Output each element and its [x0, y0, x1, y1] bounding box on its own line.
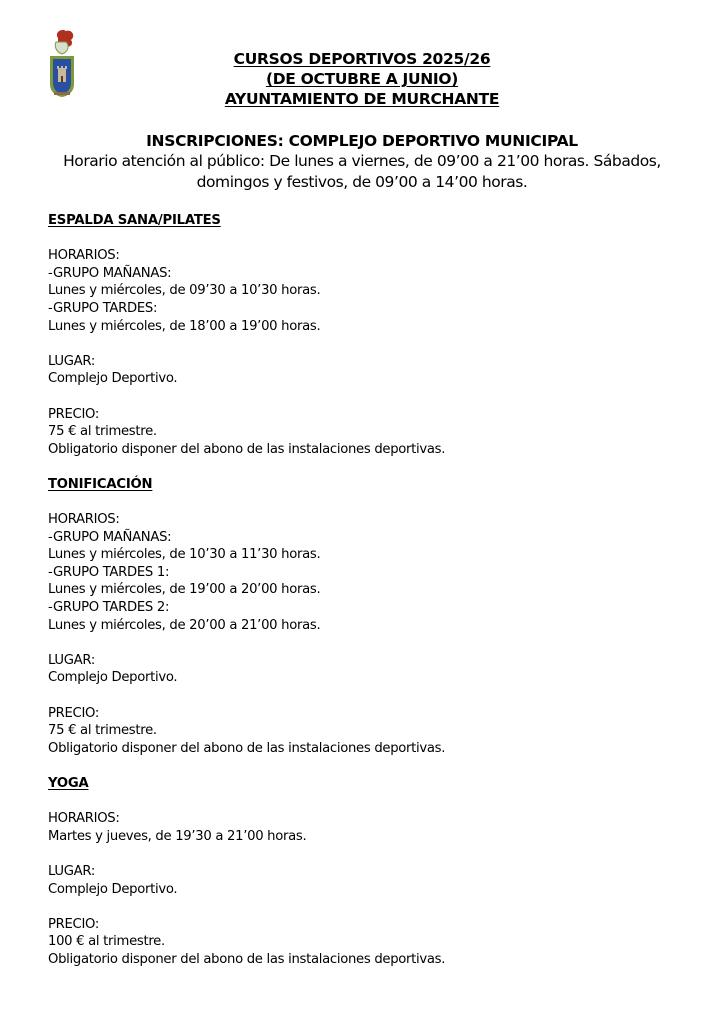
section-title: YOGA: [48, 776, 89, 791]
schedule-line: Martes y jueves, de 19’30 a 21’00 horas.: [48, 828, 307, 844]
schedule-line: -GRUPO TARDES 2:: [48, 600, 170, 616]
precio-label: PRECIO:: [48, 916, 100, 932]
schedule-line: -GRUPO TARDES 1:: [48, 564, 170, 580]
section-title: TONIFICACIÓN: [48, 476, 153, 492]
course-section: [48, 476, 688, 775]
schedule-line: -GRUPO MAÑANAS:: [48, 529, 172, 545]
horarios-label: HORARIOS:: [48, 248, 120, 264]
title-line: AYUNTAMIENTO DE MURCHANTE: [224, 90, 500, 108]
hours-line: Horario atención al público: De lunes a viernes, de 09’00 a 21’00 horas. Sábados,: [63, 152, 661, 170]
section-title: ESPALDA SANA/PILATES: [48, 213, 221, 228]
precio-label: PRECIO:: [48, 705, 100, 721]
precio-value: 75 € al trimestre.: [48, 424, 157, 440]
course-list: [48, 212, 688, 969]
lugar-value: Complejo Deportivo.: [48, 881, 178, 897]
lugar-label: LUGAR:: [48, 652, 95, 668]
horarios-label: HORARIOS:: [48, 811, 120, 827]
lugar-label: LUGAR:: [48, 863, 95, 879]
title-line: CURSOS DEPORTIVOS 2025/26: [233, 50, 491, 68]
hours-line: domingos y festivos, de 09’00 a 14’00 horas.: [196, 173, 528, 191]
course-section: [48, 212, 688, 476]
inscriptions-heading: INSCRIPCIONES: COMPLEJO DEPORTIVO MUNICIPAL: [146, 132, 578, 150]
schedule-line: -GRUPO MAÑANAS:: [48, 265, 172, 281]
lugar-value: Complejo Deportivo.: [48, 670, 178, 686]
precio-value: 75 € al trimestre.: [48, 723, 157, 739]
lugar-value: Complejo Deportivo.: [48, 371, 178, 387]
precio-note: Obligatorio disponer del abono de las instalaciones deportivas.: [48, 951, 446, 967]
title-line: (DE OCTUBRE A JUNIO): [265, 70, 459, 88]
course-section: [48, 775, 688, 969]
schedule-line: Lunes y miércoles, de 19’00 a 20’00 horas.: [48, 582, 321, 598]
document-header: [0, 49, 724, 109]
schedule-line: Lunes y miércoles, de 18’00 a 19’00 horas.: [48, 318, 321, 334]
schedule-line: Lunes y miércoles, de 20’00 a 21’00 horas.: [48, 617, 321, 633]
horarios-label: HORARIOS:: [48, 512, 120, 528]
inscriptions-block: [0, 131, 724, 193]
precio-note: Obligatorio disponer del abono de las instalaciones deportivas.: [48, 740, 446, 756]
schedule-line: Lunes y miércoles, de 10’30 a 11’30 horas.: [48, 547, 321, 563]
schedule-line: -GRUPO TARDES:: [48, 300, 158, 316]
schedule-line: Lunes y miércoles, de 09’30 a 10’30 horas.: [48, 283, 321, 299]
precio-note: Obligatorio disponer del abono de las instalaciones deportivas.: [48, 441, 446, 457]
precio-label: PRECIO:: [48, 406, 100, 422]
precio-value: 100 € al trimestre.: [48, 934, 165, 950]
lugar-label: LUGAR:: [48, 353, 95, 369]
